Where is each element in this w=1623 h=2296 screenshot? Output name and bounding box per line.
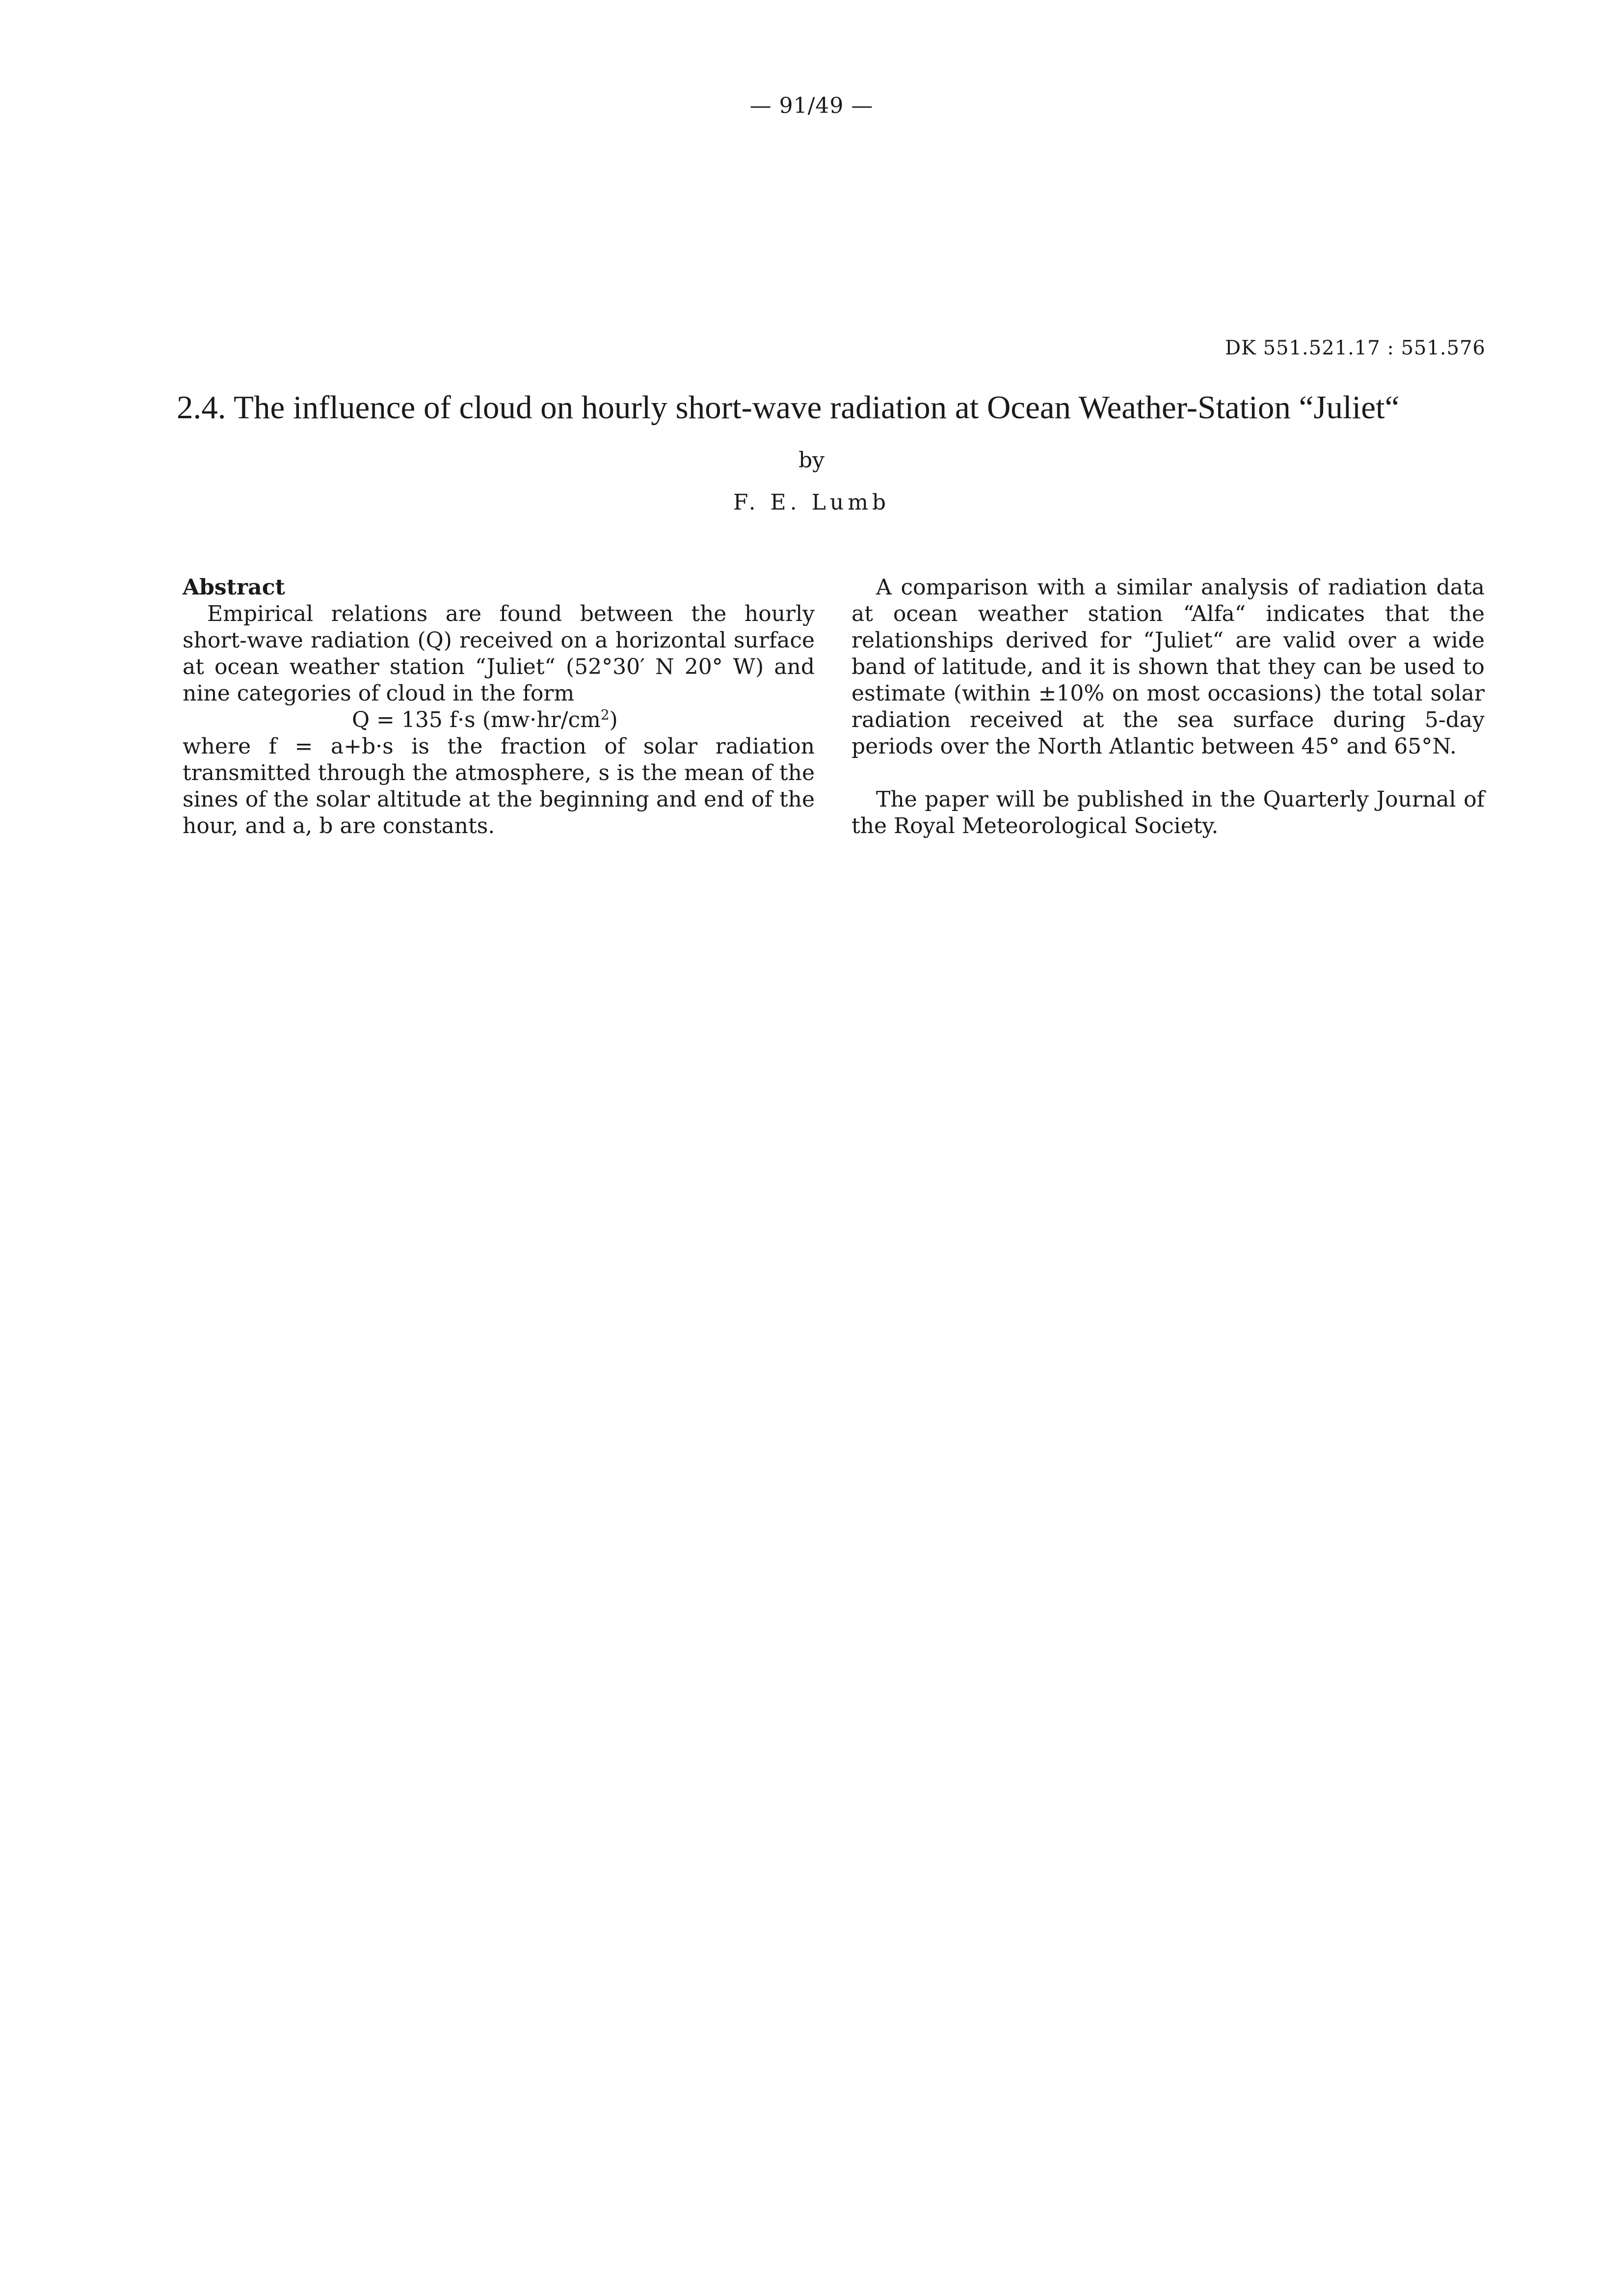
abstract-paragraph-continued: where f = a+b·s is the fraction of solar radiation transmitted through the atmosphere, s is the mean of the sines of the solar altitude at the beginning and end of the hour, and a, b are constants. [183,734,815,838]
author-name: F. E. Lumb [733,490,890,515]
byline: by [798,448,825,473]
article-title: 2.4. The influence of cloud on hourly short-wave radiation at Ocean Weather-Station “Juliet“ [177,389,1400,426]
publication-note: The paper will be published in the Quarterly Journal of the Royal Meteorological Society. [851,787,1485,838]
formula-close: ) [609,707,618,732]
right-column [851,574,1485,839]
formula [183,707,815,733]
formula-main: Q = 135 f·s (mw·hr/cm [352,707,601,732]
abstract-paragraph: Empirical relations are found between the hourly short-wave radiation (Q) received on a horizontal surface at ocean weather station “Juliet“ (52°30′ N 20° W) and nine categories of cloud in the form [183,601,815,706]
abstract-heading: Abstract [183,575,285,600]
comparison-paragraph: A comparison with a similar analysis of radiation data at ocean weather station “Alfa“ indicates that the relationships derived for “Juliet“ are valid over a wide band of latitude, and it is shown that they can be used to estimate (within ±10% on most occasions) the total solar radiation received at the sea surface during 5-day periods over the North Atlantic between 45° and 65°N. [851,575,1485,759]
formula-exponent: 2 [600,706,610,723]
paragraph-gap [851,760,1485,786]
udc-classification: DK 551.521.17 : 551.576 [1224,337,1486,359]
abstract-column [183,574,815,839]
page-number: — 91/49 — [749,93,874,118]
